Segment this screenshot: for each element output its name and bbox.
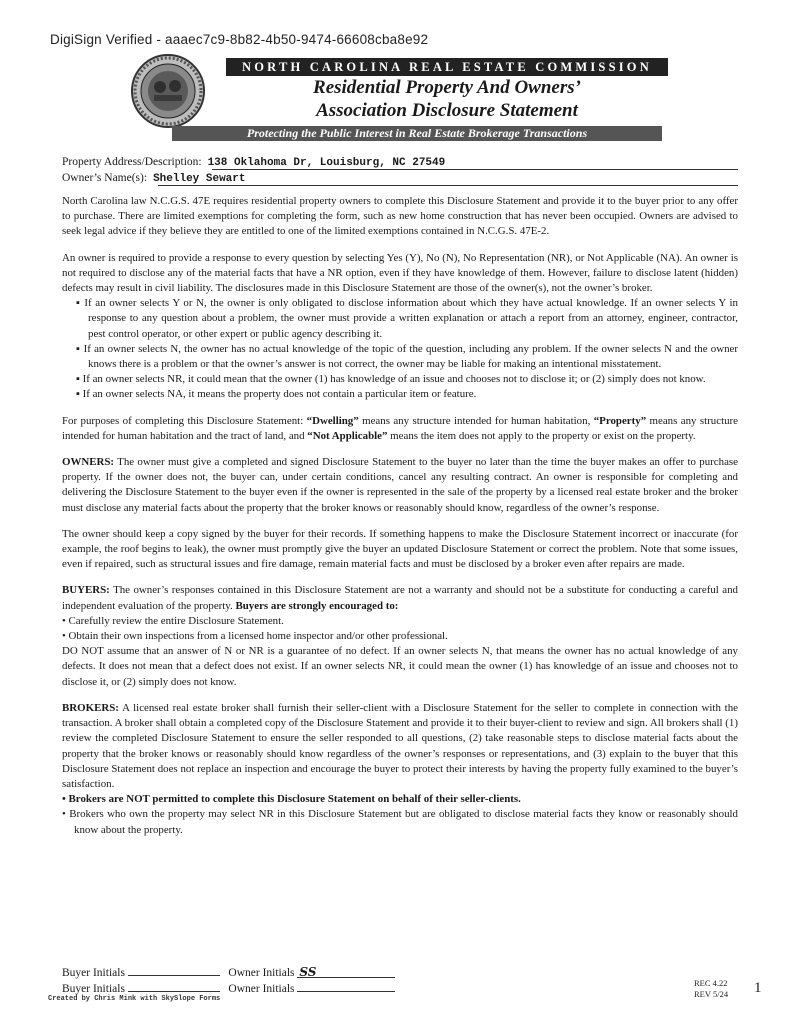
brokers-bullet-2-text: Brokers who own the property may select NR in this Disclosure Statement but are obligated to disclose material facts they know or reasonably should know about the property. xyxy=(69,808,738,836)
buyers-text: The owner’s responses contained in this Disclosure Statement are not a warranty and should not be a substitute for conducting a careful and independent evaluation of the property. xyxy=(62,584,738,612)
property-address-value: 138 Oklahoma Dr, Louisburg, NC 27549 xyxy=(207,157,446,169)
digisign-verified-line: DigiSign Verified - aaaec7c9-8b82-4b50-9474-66608cba8e92 xyxy=(50,32,429,47)
response-bullet-3: ▪ If an owner selects NR, it could mean that the owner (1) has knowledge of an issue and chooses not to disclose it; or (2) simply does not know. xyxy=(76,373,706,386)
buyers-item-2: • Obtain their own inspections from a licensed home inspector and/or other professional. xyxy=(62,630,448,643)
owner-name-value: Shelley Sewart xyxy=(153,173,246,185)
purposes-paragraph xyxy=(62,414,738,444)
brokers-bullet-2: • Brokers who own the property may select NR in this Disclosure Statement but are obligated to disclose material facts they know or reasonably should know about the property. xyxy=(62,808,738,836)
brokers-bullet-1-text: Brokers are NOT permitted to complete this Disclosure Statement on behalf of their seller-clients. xyxy=(68,793,521,806)
commission-banner: NORTH CAROLINA REAL ESTATE COMMISSION xyxy=(226,58,668,76)
dwelling-term: “Dwelling” xyxy=(306,414,359,427)
owner-initials-label-2: Owner Initials xyxy=(228,983,295,995)
property-address-row xyxy=(62,155,445,170)
disclosure-body xyxy=(62,194,738,838)
owner-name-label: Owner’s Name(s): xyxy=(62,172,148,184)
page-number: 1 xyxy=(754,980,762,996)
purposes-text-a: For purposes of completing this Disclosure Statement: xyxy=(62,414,307,427)
not-applicable-term: “Not Applicable” xyxy=(307,429,388,442)
owners-heading: OWNERS: xyxy=(62,456,115,469)
purposes-text-d: means the item does not apply to the property or exist on the property. xyxy=(387,429,696,442)
property-address-label: Property Address/Description: xyxy=(62,156,202,168)
owner-initials-label-1: Owner Initials xyxy=(228,967,295,979)
owner-name-underline xyxy=(158,185,738,186)
owner-copy-paragraph: The owner should keep a copy signed by the buyer for their records. If something happens to make the Disclosure Statement incorrect or inaccurate (for example, the roof begins to leak), the owner must promptly give the buyer an updated Disclosure Statement or correct the problem. Note that some issues, even if repaired, such as structural issues and fire damage, remain material facts and must be disclosed by a broker even after repairs are made. xyxy=(62,527,738,571)
property-term: “Property” xyxy=(593,414,647,427)
buyers-note: DO NOT assume that an answer of N or NR is a guarantee of no defect. If an owner selects N, that means the owner has no actual knowledge of any defects. It does not mean that a defect does not exist. If an owner selects NR, it could mean the owner (1) has knowledge of an issue and chooses not to disclose it, or (2) simply does not know. xyxy=(62,645,738,688)
response-bullet-4: ▪ If an owner selects NA, it means the property does not contain a particular item or feature. xyxy=(76,388,477,401)
buyers-paragraph xyxy=(62,583,738,613)
purposes-text-b: means any structure intended for human habitation, xyxy=(358,414,594,427)
buyer-initials-label-2: Buyer Initials xyxy=(62,983,125,995)
response-bullet-3-text: If an owner selects NR, it could mean that the owner (1) has knowledge of an issue and chooses not to disclose it; or (2) simply does not know. xyxy=(82,373,706,386)
buyers-item-1: • Carefully review the entire Disclosure Statement. xyxy=(62,614,284,627)
brokers-paragraph xyxy=(62,701,738,792)
owner-initials-field-2[interactable] xyxy=(297,979,395,992)
response-bullet-2-text: If an owner selects N, the owner has no actual knowledge of the topic of the question, including any problem. If the owner selects N and the owner knows there is a problem or that the owner’s answer is not correct, the owner may be liable for making an intentional misstatement. xyxy=(83,342,738,371)
brokers-heading: BROKERS: xyxy=(62,701,119,714)
rev-line-2: REV 5/24 xyxy=(694,989,729,999)
response-bullet-1: ▪ If an owner selects Y or N, the owner is only obligated to disclose information about which they have actual knowledge. If an owner selects Y in response to any question about a problem, the owner must provide a written explanation or attach a report from an attorney, engineer, contractor, pest control operator, or other expert or public agency describing it. xyxy=(76,297,739,340)
purposes-text-c: means any structure intended for human habitation and the tract of land, and xyxy=(62,414,739,442)
property-address-underline xyxy=(212,169,738,170)
buyers-heading: BUYERS: xyxy=(62,584,110,597)
form-title-line1: Residential Property And Owners’ xyxy=(313,77,581,98)
owner-initials-field-1[interactable] xyxy=(297,965,395,978)
response-paragraph: An owner is required to provide a response to every question by selecting Yes (Y), No (N), No Representation (NR), or Not Applicable (NA). An owner is not required to disclose any of the material facts that have a NR option, even if they have knowledge of them. However, failure to disclose latent (hidden) defects may result in civil liability. The disclosures made in this Disclosure Statement are those of the owner(s), not the owner’s broker. xyxy=(62,251,738,295)
owners-text: The owner must give a completed and signed Disclosure Statement to the buyer no later than the time the buyer makes an offer to purchase property. If the owner does not, the buyer can, under certain conditions, cancel any resulting contract. An owner is responsible for completing and delivering the Disclosure Statement to the buyer even if the owner is represented in the sale of the property by a licensed real estate broker and the broker must disclose any material facts about the property that the broker knows or reasonably should know, regardless of the owner’s response. xyxy=(62,456,738,514)
nc-state-seal-icon xyxy=(130,53,206,129)
form-title-line2: Association Disclosure Statement xyxy=(316,100,578,121)
intro-paragraph: North Carolina law N.C.G.S. 47E requires residential property owners to complete this Disclosure Statement and provide it to the buyer prior to any offer to purchase. There are limited exemptions for completing the form, such as new home construction that has never been occupied. Owners are advised to seek legal advice if they believe they are entitled to one of the limited exemptions contained in N.C.G.S. 47E-2. xyxy=(62,195,738,238)
created-by-stamp: Created by Chris Mink with SkySlope Forms xyxy=(48,995,221,1003)
buyer-initials-field-2[interactable] xyxy=(128,979,220,992)
initials-row-2 xyxy=(62,979,395,995)
response-bullet-1-text: If an owner selects Y or N, the owner is only obligated to disclose information about which they have actual knowledge. If an owner selects Y in response to any question about a problem, the owner must provide a written explanation or attach a report from an attorney, engineer, contractor, pest control operator, or other expert or public agency describing it. xyxy=(84,297,739,340)
response-bullet-2: ▪ If an owner selects N, the owner has no actual knowledge of the topic of the question, including any problem. If the owner selects N and the owner knows there is a problem or that the owner’s answer is not correct, the owner may be liable for making an intentional misstatement. xyxy=(76,342,738,371)
buyer-initials-label-1: Buyer Initials xyxy=(62,967,125,979)
initials-row-1 xyxy=(62,963,395,979)
brokers-text: A licensed real estate broker shall furnish their seller-client with a Disclosure Statement for the seller to complete in connection with the transaction. A broker shall obtain a completed copy of the Disclosure Statement and provide it to their buyer-client to review and sign. All brokers shall (1) review the completed Disclosure Statement to ensure the seller responded to all questions, (2) take reasonable steps to disclose material facts about the property that the broker knows or reasonably should know regardless of the owner’s responses or representations, and (3) explain to the buyer that this Disclosure Statement does not replace an inspection and encourage the buyer to protect their interests by having the property fully examined to the buyer’s satisfaction. xyxy=(62,701,738,790)
buyer-initials-field-1[interactable] xyxy=(128,963,220,976)
brokers-bullet-1: • Brokers are NOT permitted to complete this Disclosure Statement on behalf of their seller-clients. xyxy=(62,793,521,806)
tagline-banner: Protecting the Public Interest in Real Estate Brokerage Transactions xyxy=(172,126,662,141)
owner-initials-value-1: SS xyxy=(299,965,317,979)
rev-line-1: REC 4.22 xyxy=(694,978,728,988)
response-bullet-4-text: If an owner selects NA, it means the property does not contain a particular item or feature. xyxy=(82,388,477,401)
owner-name-row xyxy=(62,171,245,186)
buyers-encouraged: Buyers are strongly encouraged to: xyxy=(235,599,399,612)
owners-paragraph xyxy=(62,455,738,516)
